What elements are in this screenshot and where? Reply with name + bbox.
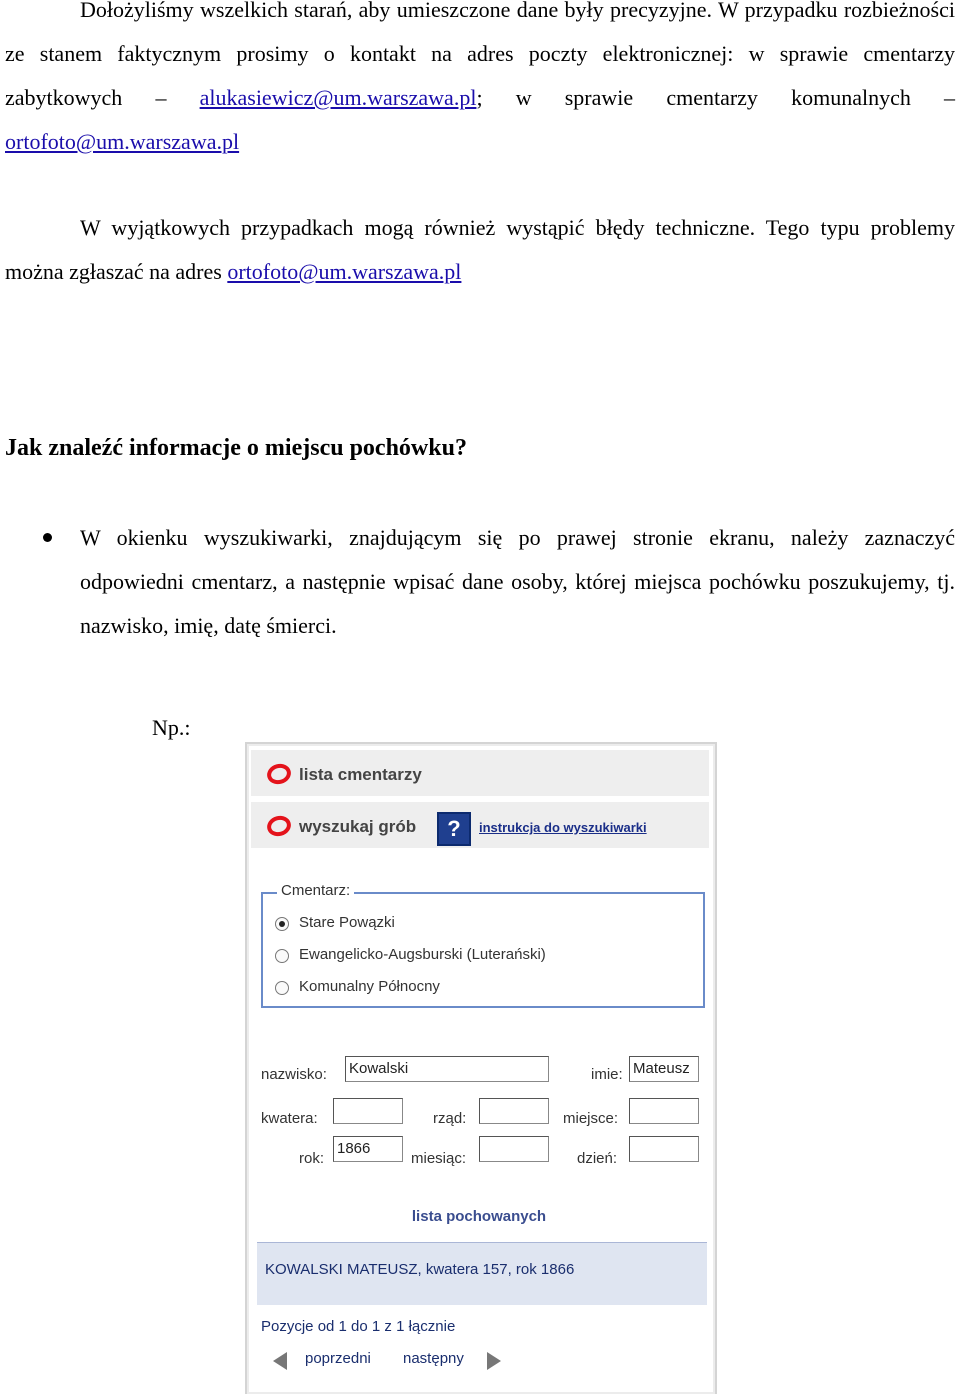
radio-label: Komunalny Północny — [299, 978, 440, 995]
year-label: rok: — [299, 1150, 325, 1167]
help-icon[interactable]: ? — [437, 812, 471, 846]
previous-arrow-icon[interactable] — [273, 1352, 287, 1370]
instruction-bullet: W okienku wyszukiwarki, znajdującym się po prawej stronie ekranu, należy zaznaczyć odpowiedni cmentarz, a następnie wpisać dane osoby, której miejsca pochówku poszukujemy, tj. nazwisko, imię, datę śmierci. — [80, 525, 955, 638]
previous-link[interactable]: poprzedni — [305, 1350, 371, 1367]
buried-list-title: lista pochowanych — [411, 1208, 547, 1225]
first-name-input[interactable]: Mateusz — [629, 1056, 699, 1082]
radio-button-selected-icon[interactable] — [275, 917, 289, 931]
red-ring-icon — [265, 813, 293, 839]
menu-cemetery-list[interactable]: lista cmentarzy — [299, 765, 422, 784]
section-heading: Jak znaleźć informacje o miejscu pochówku? — [5, 435, 467, 461]
row-input[interactable] — [479, 1098, 549, 1124]
bullet-icon — [43, 533, 52, 542]
year-input[interactable]: 1866 — [333, 1136, 403, 1162]
instructions-link[interactable]: instrukcja do wyszukiwarki — [479, 820, 647, 835]
menu-search-grave[interactable]: wyszukaj grób — [299, 817, 417, 836]
red-ring-icon — [265, 761, 293, 787]
next-link[interactable]: następny — [403, 1350, 464, 1367]
disclaimer-paragraph — [5, 0, 955, 164]
day-label: dzień: — [577, 1150, 618, 1167]
section-label: kwatera: — [261, 1110, 318, 1127]
technical-errors-paragraph — [5, 206, 955, 294]
place-label: miejsce: — [563, 1110, 619, 1127]
day-input[interactable] — [629, 1136, 699, 1162]
email-link-komunalne[interactable]: ortofoto@um.warszawa.pl — [5, 129, 240, 154]
first-name-label: imie: — [591, 1066, 623, 1083]
next-arrow-icon[interactable] — [487, 1352, 501, 1370]
result-row[interactable]: KOWALSKI MATEUSZ, kwatera 157, rok 1866 — [265, 1261, 575, 1278]
email-link-zabytkowe[interactable]: alukasiewicz@um.warszawa.pl — [199, 85, 477, 110]
surname-label: nazwisko: — [261, 1066, 327, 1083]
cemetery-fieldset — [261, 882, 705, 1008]
cemetery-legend: Cmentarz: — [277, 882, 354, 899]
disclaimer-text: Dołożyliśmy wszelkich starań, aby umieszczone dane były precyzyjne. W przypadku rozbieżności ze stanem faktycznym prosimy o kontakt na adres poczty elektronicznej: w sprawie cmentarzy zabytkowych – — [5, 0, 955, 110]
disclaimer-text-2: ; w sprawie cmentarzy komunalnych – — [476, 85, 955, 110]
technical-errors-text: W wyjątkowych przypadkach mogą również wystąpić błędy techniczne. Tego typu problemy można zgłaszać na adres — [5, 215, 955, 284]
menu-bar-cemeteries[interactable] — [251, 750, 709, 796]
radio-label: Ewangelicko-Augsburski (Luterański) — [299, 946, 546, 963]
email-link-technical[interactable]: ortofoto@um.warszawa.pl — [227, 259, 462, 284]
surname-input[interactable]: Kowalski — [345, 1056, 549, 1082]
month-input[interactable] — [479, 1136, 549, 1162]
radio-button-icon[interactable] — [275, 981, 289, 995]
example-label: Np.: — [152, 715, 191, 740]
row-label: rząd: — [433, 1110, 467, 1127]
results-panel — [257, 1242, 707, 1305]
radio-label: Stare Powązki — [299, 914, 395, 931]
radio-button-icon[interactable] — [275, 949, 289, 963]
search-widget-screenshot — [245, 742, 717, 1394]
section-input[interactable] — [333, 1098, 403, 1124]
pagination-info: Pozycje od 1 do 1 z 1 łącznie — [261, 1318, 456, 1335]
place-input[interactable] — [629, 1098, 699, 1124]
month-label: miesiąc: — [411, 1150, 467, 1167]
